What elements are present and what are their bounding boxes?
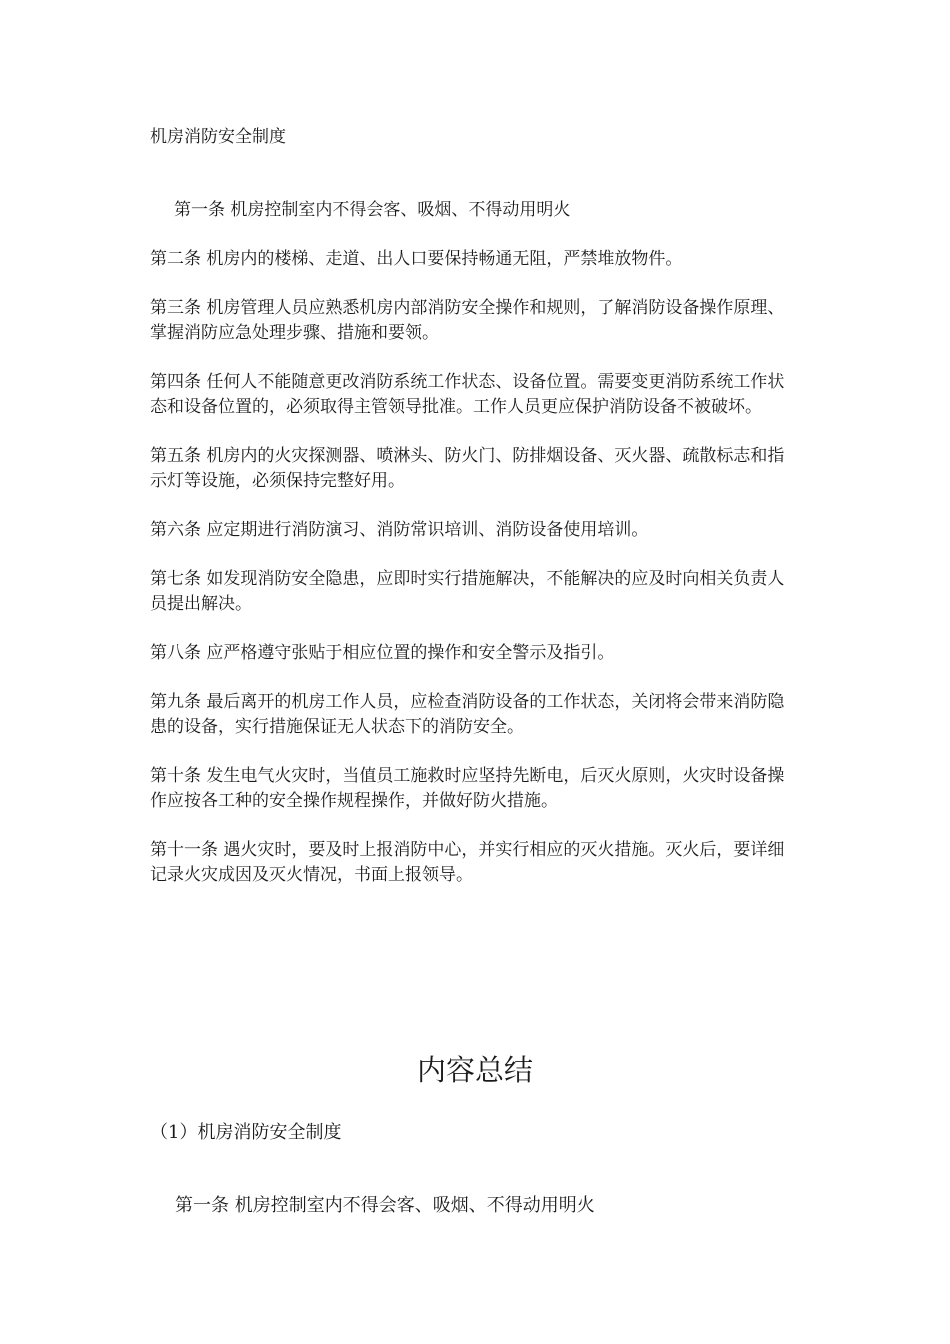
article-5: 第五条 机房内的火灾探测器、喷淋头、防火门、防排烟设备、灭火器、疏散标志和指示灯等设施，必须保持完整好用。 [150,446,785,491]
summary-article: 第一条 机房控制室内不得会客、吸烟、不得动用明火 [175,1195,595,1216]
summary-item: （1）机房消防安全制度 [150,1122,342,1143]
article-9: 第九条 最后离开的机房工作人员，应检查消防设备的工作状态，关闭将会带来消防隐患的设备，实行措施保证无人状态下的消防安全。 [150,692,785,737]
article-4: 第四条 任何人不能随意更改消防系统工作状态、设备位置。需要变更消防系统工作状态和设备位置的，必须取得主管领导批准。工作人员更应保护消防设备不被破坏。 [150,372,785,417]
article-10: 第十条 发生电气火灾时，当值员工施救时应坚持先断电，后灭火原则，火灾时设备操作应按各工种的安全操作规程操作，并做好防火措施。 [150,766,785,811]
articles-list [150,198,800,912]
summary-heading: 内容总结 [416,1053,533,1087]
article-8: 第八条 应严格遵守张贴于相应位置的操作和安全警示及指引。 [150,643,615,663]
article-6: 第六条 应定期进行消防演习、消防常识培训、消防设备使用培训。 [150,520,649,540]
article-3: 第三条 机房管理人员应熟悉机房内部消防安全操作和规则，了解消防设备操作原理、掌握消防应急处理步骤、措施和要领。 [150,298,785,343]
article-11: 第十一条 遇火灾时，要及时上报消防中心，并实行相应的灭火措施。灭火后，要详细记录火灾成因及灭火情况，书面上报领导。 [150,840,785,885]
article-2: 第二条 机房内的楼梯、走道、出人口要保持畅通无阻，严禁堆放物件。 [150,249,683,269]
document-title: 机房消防安全制度 [150,127,286,147]
article-7: 第七条 如发现消防安全隐患，应即时实行措施解决，不能解决的应及时向相关负责人员提出解决。 [150,569,785,614]
article-1: 第一条 机房控制室内不得会客、吸烟、不得动用明火 [174,200,571,220]
